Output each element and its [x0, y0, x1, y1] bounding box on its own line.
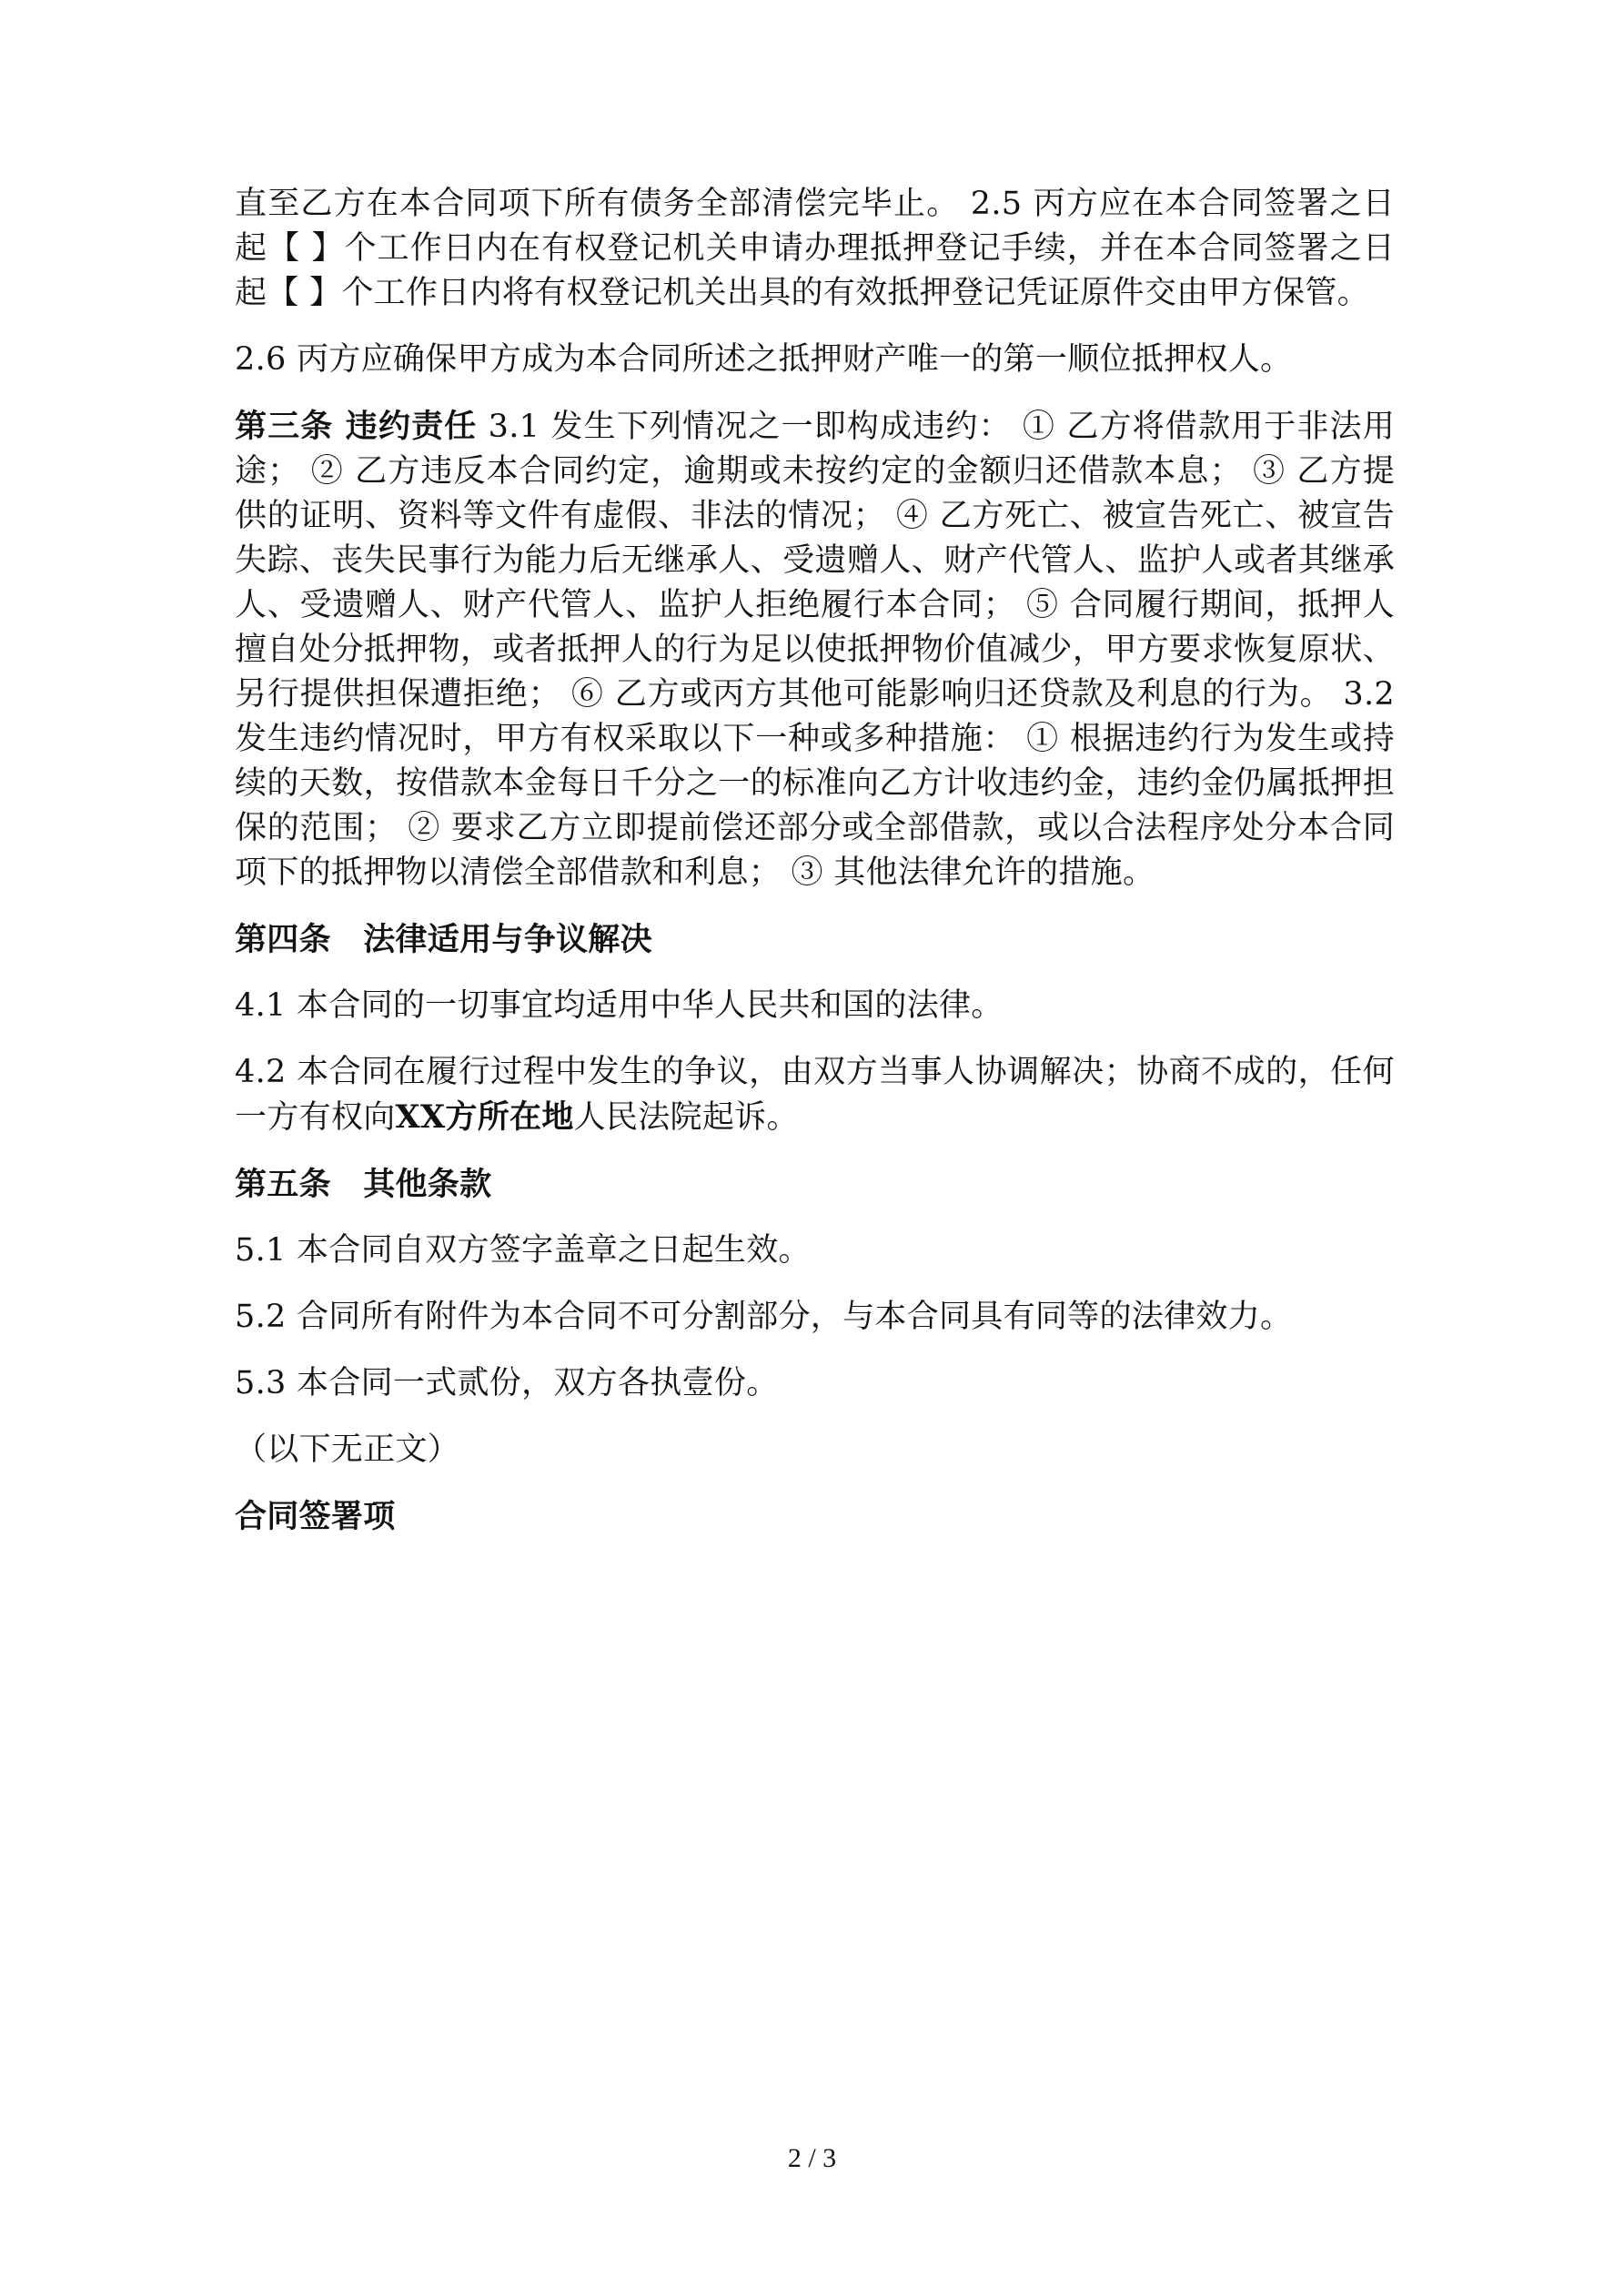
signature-section-title: 合同签署项: [235, 1498, 396, 1535]
clause-2-6-paragraph: 2.6 丙方应确保甲方成为本合同所述之抵押财产唯一的第一顺位抵押权人。: [235, 341, 1293, 378]
clause-4-2-paragraph: [235, 1050, 1395, 1140]
article-4-title: 第四条 法律适用与争议解决: [235, 921, 652, 958]
end-of-text-note: （以下无正文）: [235, 1431, 460, 1468]
article-3-body: 3.1 发生下列情况之一即构成违约： ① 乙方将借款用于非法用途； ② 乙方违反本合同约定，逾期或未按约定的金额归还借款本息； ③ 乙方提供的证明、资料等文件有虚假、非法的情况； ④ 乙方死亡、被宣告死亡、被宣告失踪、丧失民事行为能力后无继承人、受遗赠人、财产代管人、监护人或者其继承人、受遗赠人、财产代管人、监护人拒绝履行本合同； ⑤ 合同履行期间，抵押人擅自处分抵押物，或者抵押人的行为足以使抵押物价值减少，甲方要求恢复原状、另行提供担保遭拒绝； ⑥ 乙方或丙方其他可能影响归还贷款及利息的行为。 3.2 发生违约情况时，甲方有权采取以下一种或多种措施： ① 根据违约行为发生或持续的天数，按借款本金每日千分之一的标准向乙方计收违约金，违约金仍属抵押担保的范围； ② 要求乙方立即提前偿还部分或全部借款，或以合法程序处分本合同项下的抵押物以清偿全部借款和利息； ③ 其他法律允许的措施。: [235, 409, 1396, 891]
clause-5-3-paragraph: 5.3 本合同一式贰份，双方各执壹份。: [235, 1365, 779, 1401]
clause-2-5-paragraph: 直至乙方在本合同项下所有债务全部清偿完毕止。 2.5 丙方应在本合同签署之日起【 】个工作日内在有权登记机关申请办理抵押登记手续，并在本合同签署之日起【 】个工作日内将有权登记机关出具的有效抵押登记凭证原件交由甲方保管。: [235, 186, 1395, 311]
clause-5-2-paragraph: 5.2 合同所有附件为本合同不可分割部分，与本合同具有同等的法律效力。: [235, 1299, 1293, 1335]
article-5-title: 第五条 其他条款: [235, 1166, 492, 1203]
clause-4-1-paragraph: 4.1 本合同的一切事宜均适用中华人民共和国的法律。: [235, 987, 1004, 1024]
page-number: 2 / 3: [787, 2143, 837, 2173]
clause-5-1-paragraph: 5.1 本合同自双方签字盖章之日起生效。: [235, 1232, 811, 1269]
article-3-title: 第三条 违约责任: [235, 408, 478, 445]
document-body: [235, 182, 1395, 1561]
article-3-paragraph: [235, 404, 1395, 895]
clause-4-2-text-before: 4.2 本合同在履行过程中发生的争议，由双方当事人协调解决；协商不成的，任何一方有权向: [235, 1054, 1395, 1136]
clause-4-2-court-location: XX方所在地: [395, 1098, 574, 1136]
clause-4-2-text-after: 人民法院起诉。: [573, 1099, 799, 1136]
